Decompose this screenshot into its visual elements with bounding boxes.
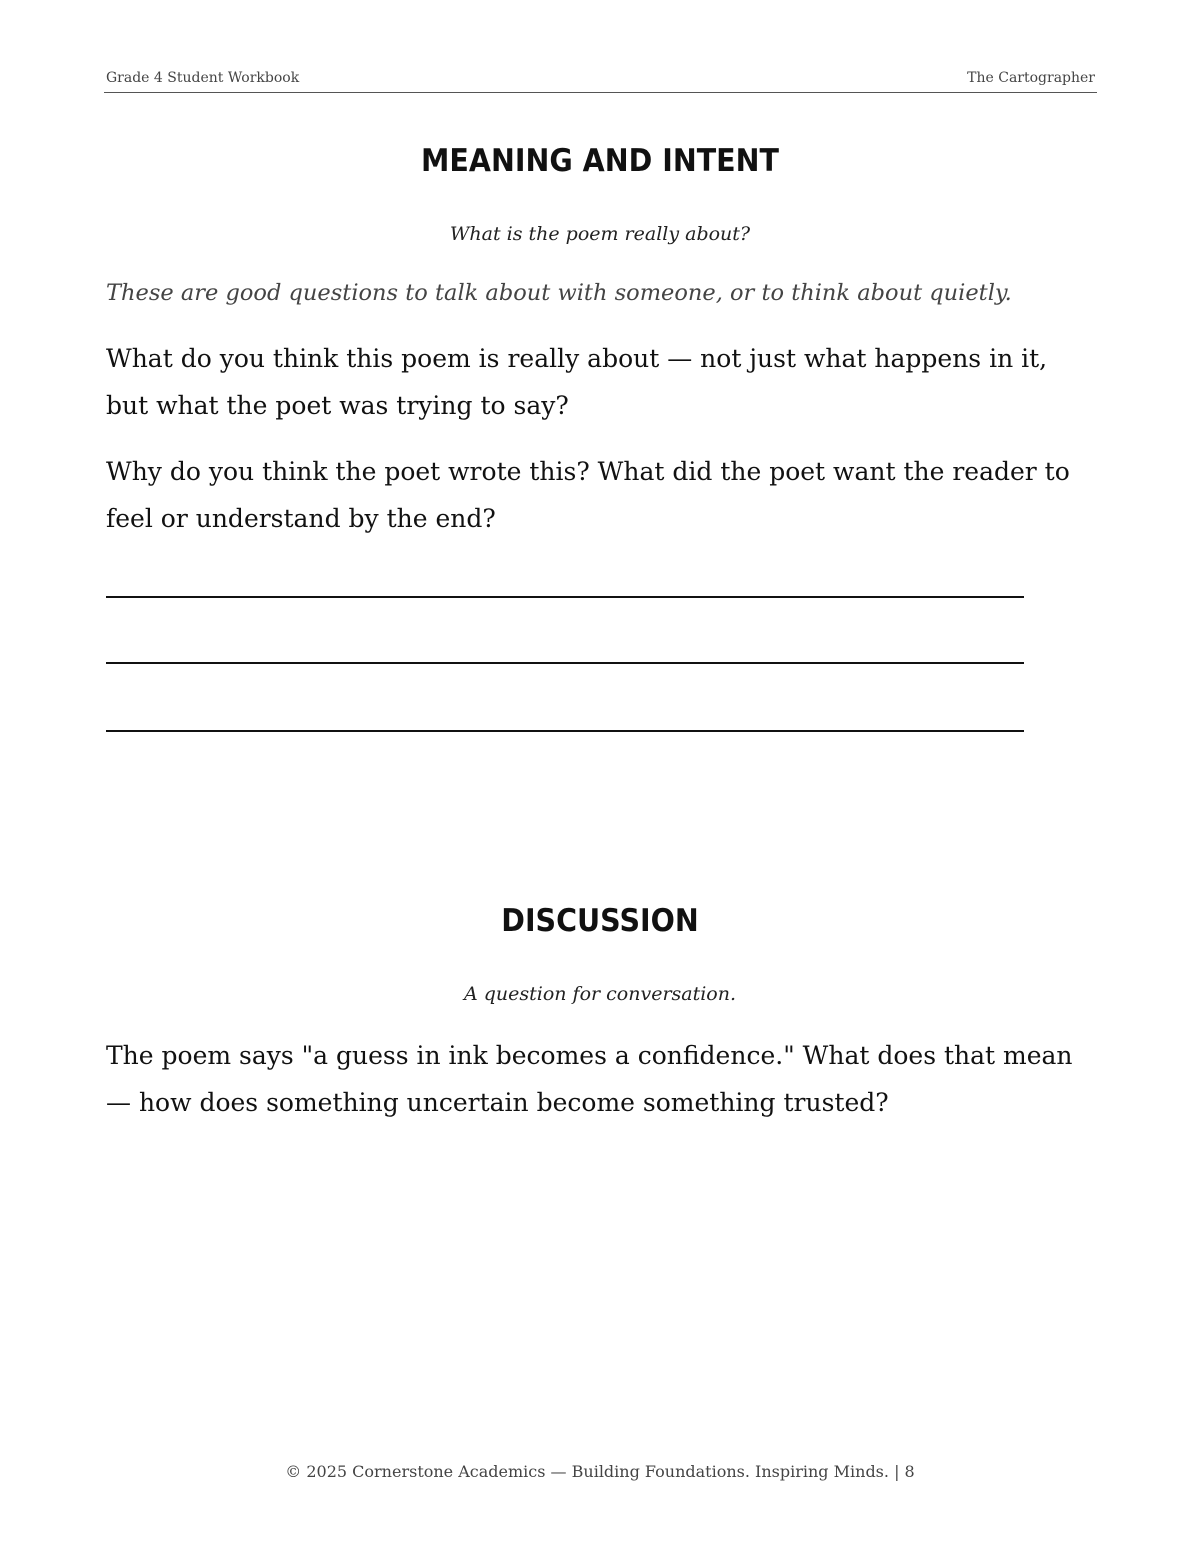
- discussion-section-title: DISCUSSION: [501, 903, 699, 939]
- meaning-section-title: MEANING AND INTENT: [421, 143, 779, 179]
- meaning-section-subtitle: What is the poem really about?: [449, 223, 751, 245]
- page-header: [104, 68, 1097, 93]
- page-footer: © 2025 Cornerstone Academics — Building Foundations. Inspiring Minds. | 8: [285, 1462, 915, 1481]
- header-workbook-title: Grade 4 Student Workbook: [106, 70, 300, 86]
- meaning-question-2: Why do you think the poet wrote this? What did the poet want the reader to feel or understand by the end?: [106, 457, 1070, 533]
- header-poem-title: The Cartographer: [967, 70, 1095, 86]
- discussion-question: The poem says "a guess in ink becomes a confidence." What does that mean — how does something uncertain become something trusted?: [106, 1041, 1073, 1117]
- answer-line-2[interactable]: [106, 662, 1024, 664]
- meaning-question-1: What do you think this poem is really about — not just what happens in it, but what the poet was trying to say?: [106, 344, 1048, 420]
- intro-note: These are good questions to talk about with someone, or to think about quietly.: [106, 280, 1012, 306]
- answer-line-3[interactable]: [106, 730, 1024, 732]
- answer-line-1[interactable]: [106, 596, 1024, 598]
- discussion-section-subtitle: A question for conversation.: [463, 983, 737, 1005]
